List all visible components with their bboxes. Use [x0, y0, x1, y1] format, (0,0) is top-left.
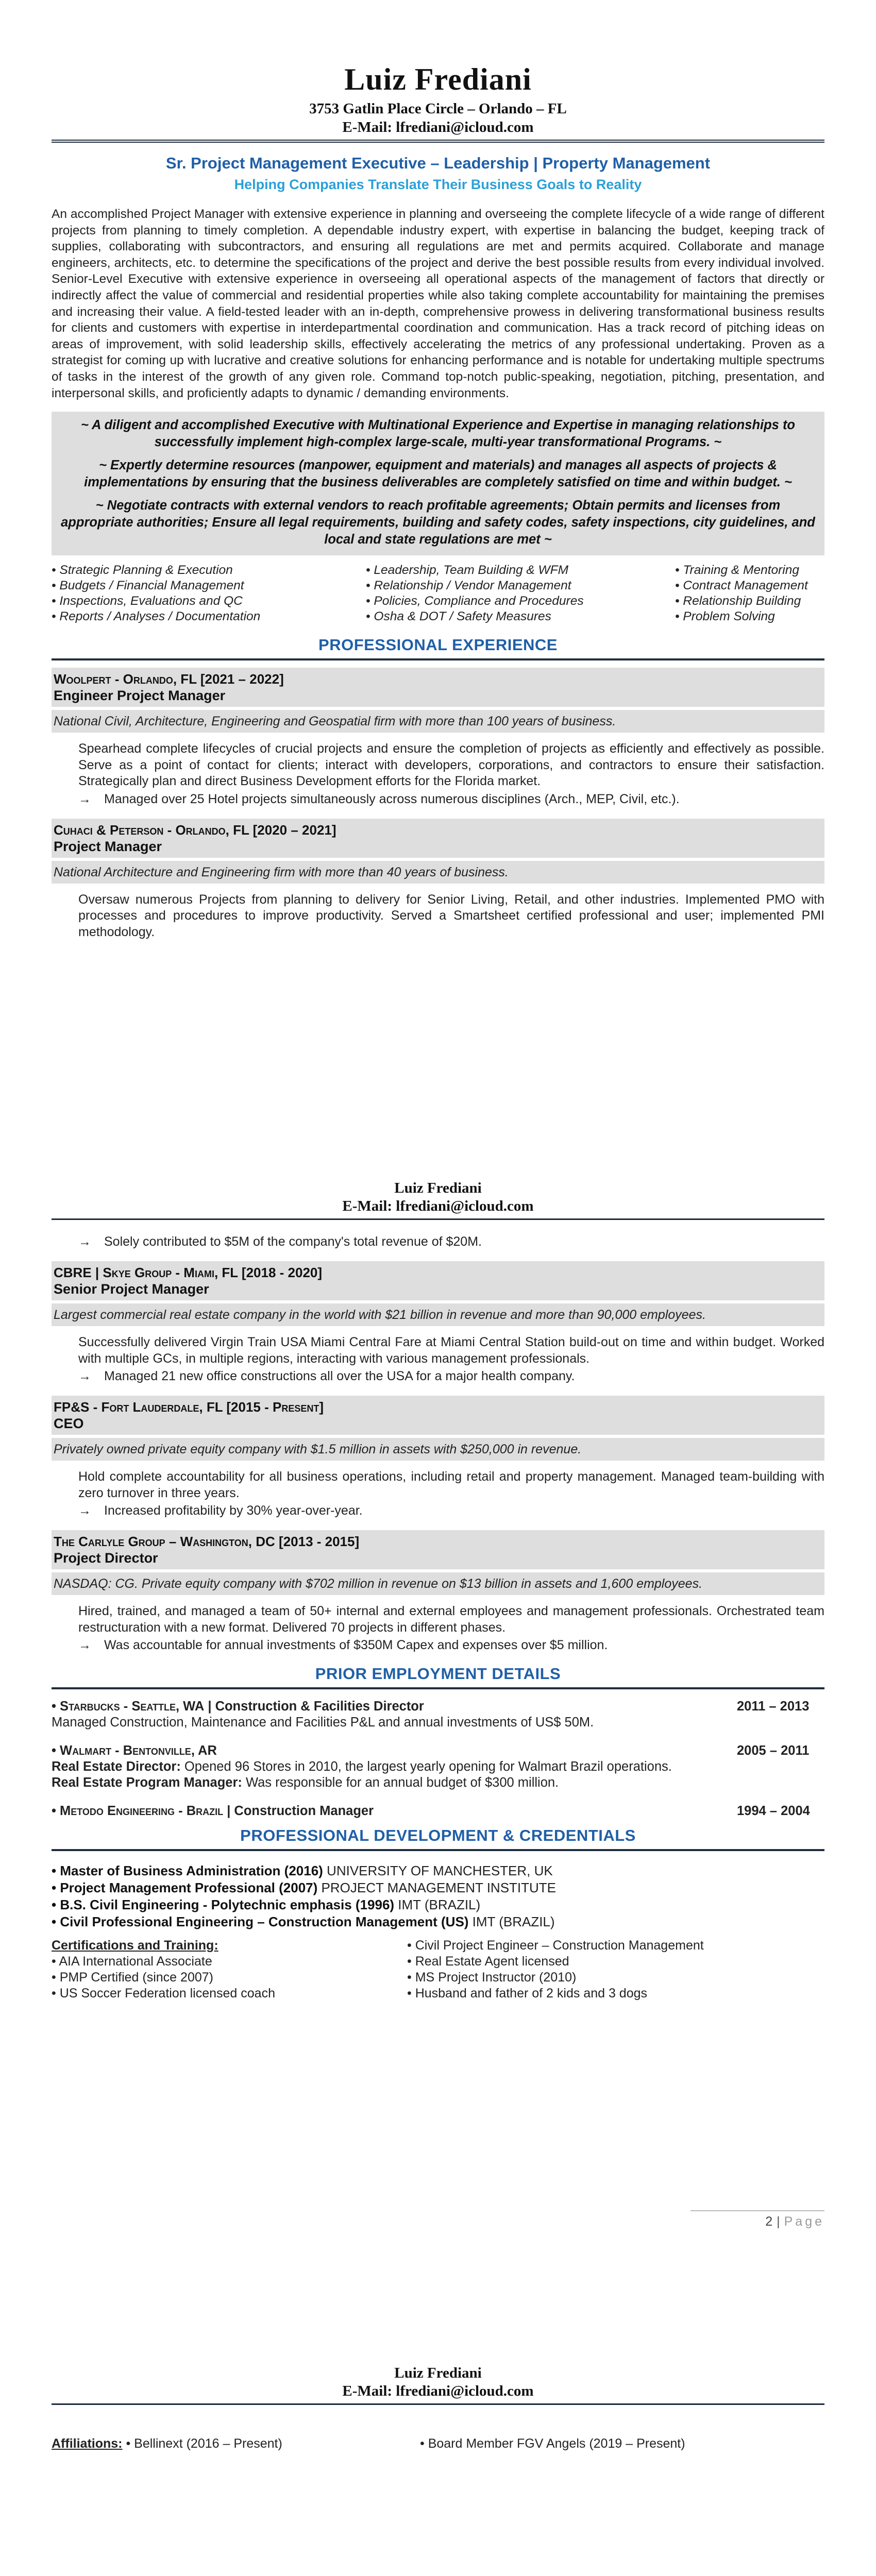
job-header	[52, 819, 824, 858]
prior-role: | Construction & Facilities Director	[204, 1699, 424, 1714]
prior-detail	[52, 1759, 824, 1775]
highlights-box	[52, 412, 824, 555]
credential-degree: • B.S. Civil Engineering - Polytechnic emphasis (1996)	[52, 1897, 395, 1912]
skill-item: • Reports / Analyses / Documentation	[52, 609, 261, 624]
credential-degree: • Master of Business Administration (2016)	[52, 1863, 323, 1878]
section-divider	[52, 1849, 824, 1851]
achievement-text: Was accountable for annual investments of $350M Capex and expenses over $5 million.	[104, 1638, 608, 1652]
page-number	[765, 2214, 824, 2229]
job-company: FP&S - Fort Lauderdale, FL [2015 - Present]	[54, 1399, 324, 1415]
prior-detail: Managed Construction, Maintenance and Facilities P&L and annual investments of US$ 50M.	[52, 1715, 594, 1730]
prior-row	[52, 1803, 824, 1819]
prior-section-title: PRIOR EMPLOYMENT DETAILS	[315, 1665, 561, 1683]
job-role: CEO	[54, 1416, 84, 1431]
page-3-content	[52, 2365, 824, 2451]
certification-item: • Civil Project Engineer – Construction Management	[407, 1938, 704, 1953]
achievement-text: Managed over 25 Hotel projects simultaneously across numerous disciplines (Arch., MEP, Civil, etc.).	[104, 791, 680, 806]
prior-detail-text: Opened 96 Stores in 2010, the largest yearly opening for Walmart Brazil operations.	[180, 1759, 672, 1774]
skill-item: • Relationship Building	[675, 594, 801, 608]
credential-item	[52, 1862, 824, 1879]
job-responsibilities: Successfully delivered Virgin Train USA Miami Central Fare at Miami Central Station build-out on time and within budget. Worked with multiple GCs, in multiple regions, interacting with various management professionals.	[78, 1335, 824, 1366]
prior-years: 2005 – 2011	[737, 1743, 810, 1758]
header-divider	[52, 140, 824, 143]
job-header	[52, 668, 824, 707]
prior-role: | Construction Manager	[223, 1804, 374, 1818]
affiliations-label: Affiliations:	[52, 2436, 123, 2451]
skill-item: • Training & Mentoring	[675, 563, 799, 578]
arrow-icon: →	[78, 1638, 91, 1652]
page-2-content	[52, 1180, 824, 2002]
prior-detail-label: Real Estate Program Manager:	[52, 1775, 242, 1790]
job-company: Cuhaci & Peterson - Orlando, FL [2020 – 2021]	[54, 822, 336, 838]
highlight-1: ~ A diligent and accomplished Executive with Multinational Experience and Expertise in managing relationships to successfully implement high-complex large-scale, multi-year transformational Programs. ~	[80, 418, 796, 450]
section-divider	[52, 658, 824, 660]
affiliation-item: • Board Member FGV Angels (2019 – Present)	[420, 2436, 685, 2451]
candidate-name: Luiz Frediani	[394, 2365, 482, 2381]
page-2	[0, 1128, 876, 2257]
arrow-icon: →	[78, 1503, 91, 1518]
arrow-icon: →	[78, 1369, 91, 1383]
job-company: CBRE | Skye Group - Miami, FL [2018 - 2020]	[54, 1265, 323, 1280]
section-divider	[52, 1687, 824, 1689]
certification-item: • Husband and father of 2 kids and 3 dogs	[407, 1986, 648, 2001]
development-section-title: PROFESSIONAL DEVELOPMENT & CREDENTIALS	[240, 1826, 636, 1844]
certification-item: • AIA International Associate	[52, 1954, 212, 1969]
email: E-Mail: lfrediani@icloud.com	[342, 2383, 534, 2399]
skill-item: • Budgets / Financial Management	[52, 579, 244, 593]
page-number-divider	[690, 2210, 824, 2211]
job-achievement	[78, 1502, 824, 1519]
credential-institution: PROJECT MANAGEMENT INSTITUTE	[317, 1880, 557, 1895]
highlight-3: ~ Negotiate contracts with external vendors to reach profitable agreements; Obtain permits and licenses from appropriate authorities; Ensure all legal requirements, building and safety codes, safety inspections, city guidelines, and local and state regulations are met ~	[61, 498, 815, 547]
prior-detail-text: Was responsible for an annual budget of $300 million.	[242, 1775, 559, 1790]
skills-column-1	[52, 563, 366, 624]
job-company-description: Largest commercial real estate company in the world with $21 billion in revenue and more than 90,000 employees.	[52, 1303, 824, 1326]
job-company-description: NASDAQ: CG. Private equity company with $702 million in revenue on $13 billion in assets and 1,600 employees.	[52, 1572, 824, 1595]
job-role: Project Director	[54, 1550, 158, 1566]
prior-years: 2011 – 2013	[737, 1699, 810, 1714]
certification-item: • Real Estate Agent licensed	[407, 1954, 569, 1969]
prior-walmart	[52, 1743, 824, 1791]
credential-item	[52, 1913, 824, 1930]
affiliation-left	[52, 2436, 420, 2451]
certification-item: • PMP Certified (since 2007)	[52, 1970, 213, 1985]
prior-row	[52, 1699, 824, 1715]
job-achievement	[78, 1233, 824, 1250]
header-divider	[52, 2403, 824, 2405]
prior-detail-label: Real Estate Director:	[52, 1759, 181, 1774]
prior-metodo	[52, 1803, 824, 1819]
skill-item: • Leadership, Team Building & WFM	[366, 563, 569, 578]
credential-degree: • Civil Professional Engineering – Construction Management (US)	[52, 1914, 469, 1929]
prior-company: • Walmart - Bentonville, AR	[52, 1743, 217, 1758]
email: E-Mail: lfrediani@icloud.com	[342, 119, 534, 135]
page-number-value: 2	[765, 2214, 773, 2229]
job-role: Engineer Project Manager	[54, 688, 226, 704]
certification-item: • US Soccer Federation licensed coach	[52, 1986, 275, 2001]
credential-item	[52, 1896, 824, 1913]
job-company-description: National Civil, Architecture, Engineering and Geospatial firm with more than 100 years of business.	[52, 710, 824, 733]
highlight-2: ~ Expertly determine resources (manpower, equipment and materials) and manages all aspects of projects & implementations by ensuring that the business deliverables are completely satisfied on time and within budget. ~	[84, 458, 792, 490]
summary-paragraph: An accomplished Project Manager with extensive experience in planning and overseeing the complete lifecycle of a wide range of different projects from planning to timely completion. A dependable industry expert, with expertise in balancing the budget, keeping track of supplies, collaborating with subcontractors, and ensuring all regulations are met and permits acquired. Collaborate and manage engineers, architects, etc. to determine the specifications of the project and derive the best possible results from every individual involved. Senior-Level Executive with extensive experience in overseeing all operational aspects of the management of factors that directly or indirectly affect the value of commercial and residential properties while also taking complete accountability for maintaining the premises and increasing their value. A field-tested leader with an in-depth, comprehensive prowess in delivering transformational business results for clients and customers with expertise in interdepartmental coordination and communication. Has a track record of pitching ideas on areas of improvement, with solid leadership skills, effectively accelerating the metrics of any professional undertaking. Proven as a strategist for coming up with lucrative and creative solutions for enhancing performance and is notable for undertaking multiple spectrums of tasks in the interest of the growth of any given role. Command top-notch public-speaking, negotiation, pitching, presentation, and interpersonal skills, and proficiently adapts to dynamic / demanding environments.	[52, 207, 824, 400]
candidate-name: Luiz Frediani	[394, 1180, 482, 1196]
certifications-heading: Certifications and Training:	[52, 1938, 218, 1953]
skills-column-2	[366, 563, 675, 624]
resume-header	[52, 62, 824, 940]
credential-institution: IMT (BRAZIL)	[468, 1914, 555, 1929]
credentials-list	[52, 1862, 824, 1930]
skills-grid	[52, 563, 824, 624]
skill-item: • Contract Management	[675, 579, 808, 593]
credential-item	[52, 1879, 824, 1896]
page-1	[0, 0, 876, 1128]
job-company: Woolpert - Orlando, FL [2021 – 2022]	[54, 671, 284, 687]
affiliations	[52, 2436, 824, 2451]
job-responsibilities: Hired, trained, and managed a team of 50+ internal and external employees and management professionals. Orchestrated team restructuration with a new format. Delivered 70 projects in different phases.	[78, 1604, 824, 1635]
job-achievement	[78, 1637, 824, 1653]
skill-item: • Strategic Planning & Execution	[52, 563, 233, 578]
certifications-grid	[52, 1938, 824, 2002]
achievement-text: Solely contributed to $5M of the company's total revenue of $20M.	[104, 1234, 482, 1249]
header-divider	[52, 1218, 824, 1220]
arrow-icon: →	[78, 1234, 91, 1249]
job-header	[52, 1261, 824, 1300]
job-achievement	[78, 1368, 824, 1384]
job-responsibilities: Oversaw numerous Projects from planning to delivery for Senior Living, Retail, and other industries. Implemented PMO with processes and procedures to improve productivity. Served a Smartsheet certified professional and user; implemented PMI methodology.	[78, 892, 824, 939]
skill-item: • Policies, Compliance and Procedures	[366, 594, 584, 608]
job-company: The Carlyle Group – Washington, DC [2013 - 2015]	[54, 1534, 360, 1549]
job-role: Project Manager	[54, 838, 162, 854]
job-role: Senior Project Manager	[54, 1281, 209, 1297]
skill-item: • Inspections, Evaluations and QC	[52, 594, 243, 608]
prior-row	[52, 1743, 824, 1759]
job-header	[52, 1396, 824, 1435]
skill-item: • Problem Solving	[675, 609, 775, 624]
job-company-description: Privately owned private equity company with $1.5 million in assets with $250,000 in revenue.	[52, 1438, 824, 1461]
credential-institution: UNIVERSITY OF MANCHESTER, UK	[323, 1863, 553, 1878]
candidate-name: Luiz Frediani	[344, 62, 532, 96]
headline-title: Sr. Project Management Executive – Leadership | Property Management	[165, 154, 711, 172]
page-label: Page	[784, 2214, 824, 2229]
skill-item: • Relationship / Vendor Management	[366, 579, 571, 593]
page-3	[0, 2257, 876, 2576]
arrow-icon: →	[78, 791, 91, 806]
credential-institution: IMT (BRAZIL)	[394, 1897, 481, 1912]
credential-degree: • Project Management Professional (2007)	[52, 1880, 318, 1895]
certifications-column-left	[52, 1938, 407, 2002]
job-header	[52, 1530, 824, 1569]
achievement-text: Increased profitability by 30% year-over-year.	[104, 1503, 363, 1518]
achievement-text: Managed 21 new office constructions all over the USA for a major health company.	[104, 1369, 575, 1383]
job-responsibilities: Hold complete accountability for all business operations, including retail and property management. Managed team-building with zero turnover in three years.	[78, 1469, 824, 1500]
skill-item: • Osha & DOT / Safety Measures	[366, 609, 551, 624]
prior-company: • Metodo Engineering - Brazil	[52, 1804, 224, 1818]
certifications-column-right	[407, 1938, 824, 2002]
prior-company: • Starbucks - Seattle, WA	[52, 1699, 205, 1714]
headline-subtitle: Helping Companies Translate Their Business Goals to Reality	[234, 177, 642, 192]
prior-starbucks	[52, 1699, 824, 1731]
prior-years: 1994 – 2004	[737, 1804, 810, 1818]
skills-column-3	[675, 563, 830, 624]
certification-item: • MS Project Instructor (2010)	[407, 1970, 577, 1985]
prior-detail	[52, 1775, 824, 1791]
job-responsibilities: Spearhead complete lifecycles of crucial projects and ensure the completion of projects as efficiently and effectively as possible. Serve as a point of contact for clients; interact with developers, corporations, and contractors to ensure their satisfaction. Strategically plan and direct Business Development efforts for the Florida market.	[78, 741, 824, 789]
job-achievement	[78, 791, 824, 807]
affiliation-item: • Bellinext (2016 – Present)	[126, 2436, 282, 2451]
address: 3753 Gatlin Place Circle – Orlando – FL	[309, 100, 567, 117]
job-company-description: National Architecture and Engineering firm with more than 40 years of business.	[52, 861, 824, 884]
email: E-Mail: lfrediani@icloud.com	[342, 1198, 534, 1214]
experience-section-title: PROFESSIONAL EXPERIENCE	[318, 636, 558, 654]
page-number-separator: |	[777, 2214, 780, 2229]
